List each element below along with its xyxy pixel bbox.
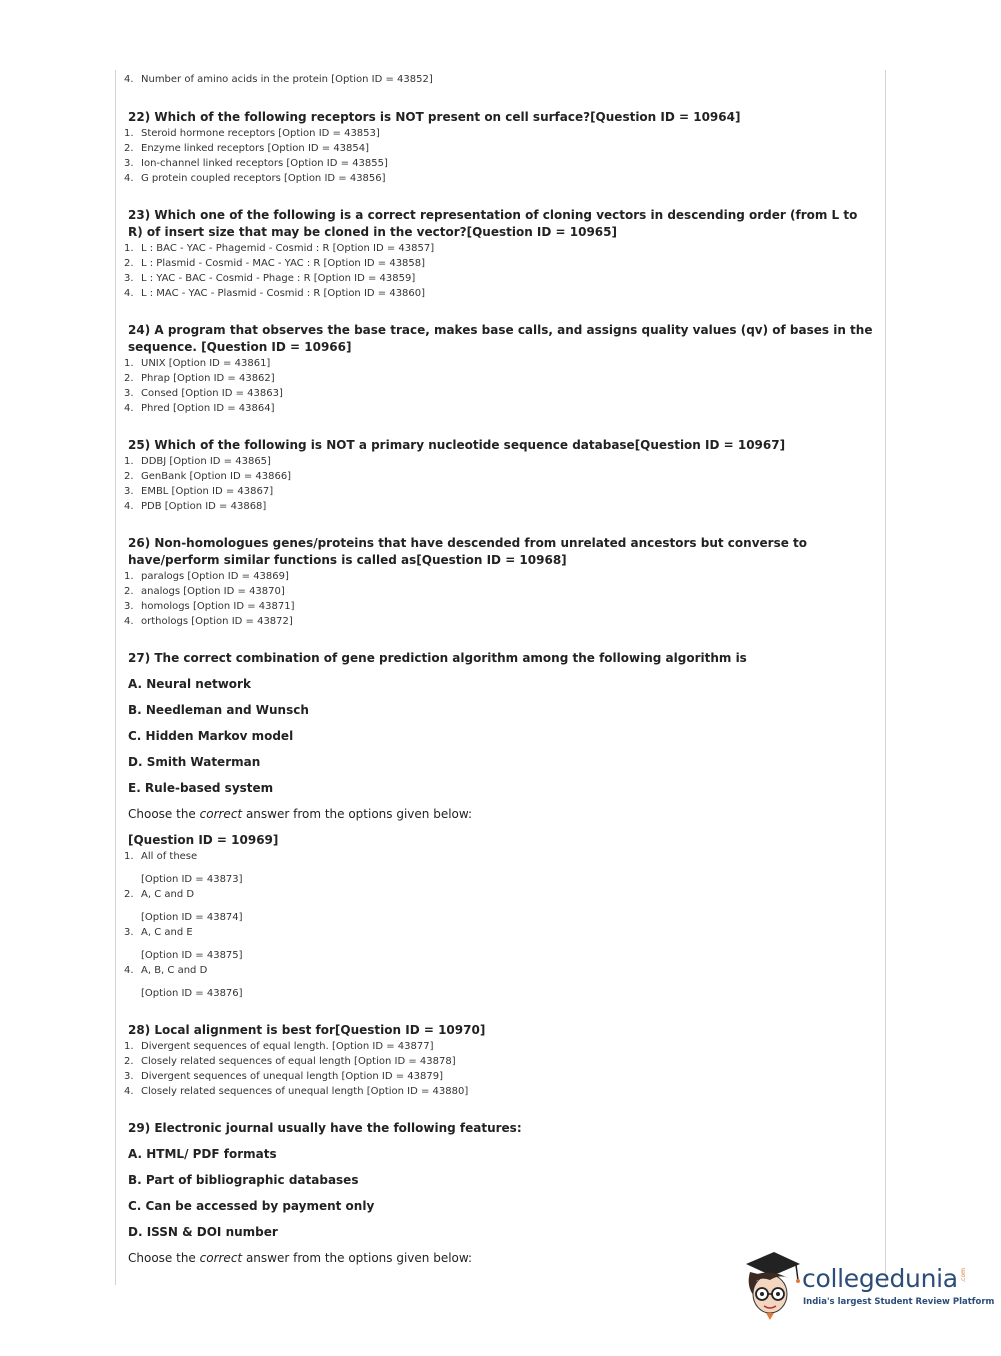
question-23 <box>124 207 874 301</box>
statement: B. Part of bibliographic databases <box>128 1173 359 1187</box>
option-item: 4. Phred [Option ID = 43864] <box>124 403 275 414</box>
question-24 <box>124 322 874 416</box>
option-item: 2. GenBank [Option ID = 43866] <box>124 471 292 482</box>
option-id: [Option ID = 43873] <box>141 874 243 885</box>
statement: C. Hidden Markov model <box>128 729 294 743</box>
option-item: 3. homologs [Option ID = 43871] <box>124 601 295 612</box>
question-title: 23) Which one of the following is a correct representation of cloning vectors in descending order (from L to R) of insert size that may be cloned in the vector?[Question ID = 10965] <box>128 208 858 239</box>
option-item: 2. Closely related sequences of equal length [Option ID = 43878] <box>124 1056 456 1067</box>
instruction: Choose the correct answer from the options given below: <box>128 1251 473 1265</box>
question-25 <box>124 437 874 514</box>
option-item: 1. paralogs [Option ID = 43869] <box>124 571 289 582</box>
question-id: [Question ID = 10969] <box>128 833 279 847</box>
logo-tagline: India's largest Student Review Platform <box>803 1297 995 1307</box>
question-29 <box>124 1120 874 1267</box>
option-item: 4. Closely related sequences of unequal length [Option ID = 43880] <box>124 1086 469 1097</box>
option-item: 1. L : BAC - YAC - Phagemid - Cosmid : R [Option ID = 43857] <box>124 243 435 254</box>
question-26 <box>124 535 874 629</box>
option-item: 1. DDBJ [Option ID = 43865] <box>124 456 271 467</box>
option-item: 1. All of these <box>124 851 198 862</box>
option-item: 2. L : Plasmid - Cosmid - MAC - YAC : R [Option ID = 43858] <box>124 258 426 269</box>
option-item: 3. L : YAC - BAC - Cosmid - Phage : R [Option ID = 43859] <box>124 273 416 284</box>
logo-wordmark: collegedunia <box>802 1264 958 1293</box>
question-27 <box>124 650 874 1001</box>
option-item: 4. orthologs [Option ID = 43872] <box>124 616 293 627</box>
collegedunia-logo <box>740 1250 995 1320</box>
option-item: 4. Number of amino acids in the protein [Option ID = 43852] <box>124 74 433 85</box>
question-title: 29) Electronic journal usually have the following features: <box>128 1121 522 1135</box>
statement: B. Needleman and Wunsch <box>128 703 309 717</box>
option-item: 1. UNIX [Option ID = 43861] <box>124 358 271 369</box>
instruction: Choose the correct answer from the options given below: <box>128 807 473 821</box>
question-title: 24) A program that observes the base trace, makes base calls, and assigns quality values (qv) of bases in the sequence. [Question ID = 10966] <box>128 323 873 354</box>
statement: E. Rule-based system <box>128 781 274 795</box>
option-item: 2. analogs [Option ID = 43870] <box>124 586 285 597</box>
mascot-icon <box>740 1250 802 1320</box>
option-item: 4. G protein coupled receptors [Option ID = 43856] <box>124 173 386 184</box>
question-22 <box>124 109 874 186</box>
question-title: 25) Which of the following is NOT a primary nucleotide sequence database[Question ID = 10967] <box>128 438 786 452</box>
logo-domain: .com <box>960 1268 967 1283</box>
option-item: 3. Divergent sequences of unequal length [Option ID = 43879] <box>124 1071 444 1082</box>
option-id: [Option ID = 43875] <box>141 950 243 961</box>
statement: C. Can be accessed by payment only <box>128 1199 375 1213</box>
option-item: 2. A, C and D <box>124 889 195 900</box>
question-title: 27) The correct combination of gene prediction algorithm among the following algorithm is <box>128 651 747 665</box>
statement: D. ISSN & DOI number <box>128 1225 278 1239</box>
question-title: 28) Local alignment is best for[Question ID = 10970] <box>128 1023 486 1037</box>
statement: A. HTML/ PDF formats <box>128 1147 277 1161</box>
option-item: 4. PDB [Option ID = 43868] <box>124 501 267 512</box>
option-item: 3. EMBL [Option ID = 43867] <box>124 486 274 497</box>
statement: D. Smith Waterman <box>128 755 261 769</box>
option-item: 4. L : MAC - YAC - Plasmid - Cosmid : R [Option ID = 43860] <box>124 288 426 299</box>
option-id: [Option ID = 43876] <box>141 988 243 999</box>
option-item: 4. A, B, C and D <box>124 965 208 976</box>
question-title: 26) Non-homologues genes/proteins that have descended from unrelated ancestors but converse to have/perform similar functions is called as[Question ID = 10968] <box>128 536 808 567</box>
document-content <box>124 72 874 1267</box>
option-item: 1. Divergent sequences of equal length. [Option ID = 43877] <box>124 1041 434 1052</box>
option-item: 1. Steroid hormone receptors [Option ID = 43853] <box>124 128 380 139</box>
question-28 <box>124 1022 874 1099</box>
option-item: 3. Consed [Option ID = 43863] <box>124 388 283 399</box>
option-item: 2. Phrap [Option ID = 43862] <box>124 373 275 384</box>
option-item: 3. Ion-channel linked receptors [Option ID = 43855] <box>124 158 388 169</box>
option-item: 3. A, C and E <box>124 927 193 938</box>
option-item: 2. Enzyme linked receptors [Option ID = 43854] <box>124 143 370 154</box>
option-id: [Option ID = 43874] <box>141 912 243 923</box>
statement: A. Neural network <box>128 677 251 691</box>
question-title: 22) Which of the following receptors is NOT present on cell surface?[Question ID = 10964] <box>128 110 741 124</box>
